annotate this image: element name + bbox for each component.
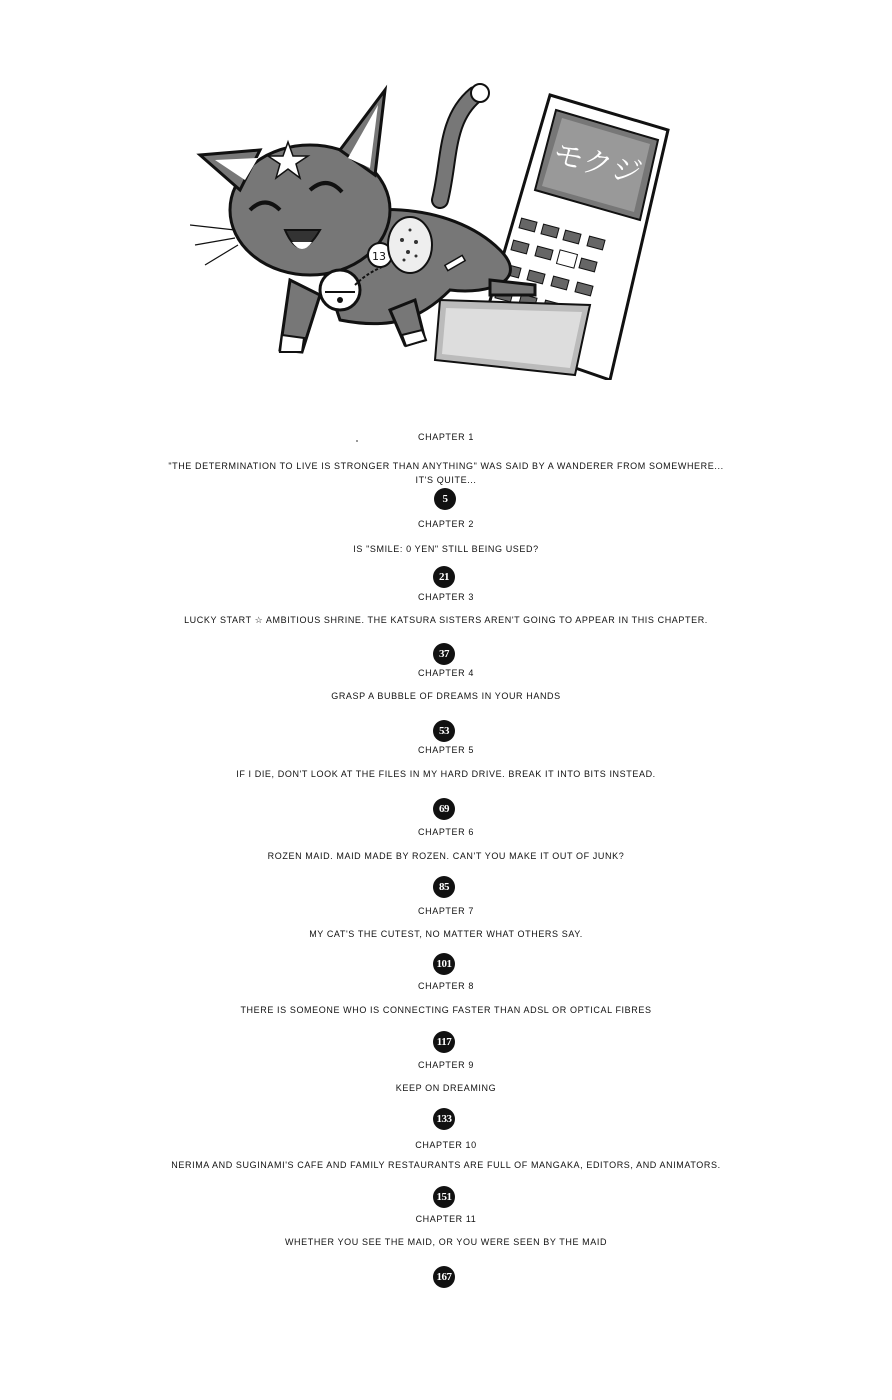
chapter-title: LUCKY START ☆ AMBITIOUS SHRINE. THE KATSURA SISTERS AREN'T GOING TO APPEAR IN THIS CHAPTER.	[184, 615, 708, 625]
chapter-title-continued: IT'S QUITE...	[415, 475, 477, 485]
page-number-badge: 69	[433, 798, 455, 820]
page-number-badge: 37	[433, 643, 455, 665]
phone-screen-text: モクジ	[549, 136, 646, 193]
chapter-label: CHAPTER 8	[418, 981, 474, 991]
collar-tag-number: 13	[372, 250, 386, 263]
page-number-badge: 21	[433, 566, 455, 588]
chapter-label: CHAPTER 7	[418, 906, 474, 916]
chapter-label: CHAPTER 1	[418, 432, 474, 442]
chapter-label: CHAPTER 10	[415, 1140, 477, 1150]
chapter-title: WHETHER YOU SEE THE MAID, OR YOU WERE SEEN BY THE MAID	[284, 1237, 608, 1247]
page-number-badge: 5	[434, 488, 456, 510]
chapter-title: THERE IS SOMEONE WHO IS CONNECTING FASTER THAN ADSL OR OPTICAL FIBRES	[240, 1005, 652, 1015]
chapter-label: CHAPTER 2	[418, 519, 474, 529]
chapter-title: NERIMA AND SUGINAMI'S CAFE AND FAMILY RESTAURANTS ARE FULL OF MANGAKA, EDITORS, AND ANIMATORS.	[171, 1160, 721, 1170]
chapter-label: CHAPTER 3	[418, 592, 474, 602]
chapter-title: IS "SMILE: 0 YEN" STILL BEING USED?	[353, 544, 539, 554]
page-number-badge: 85	[433, 876, 455, 898]
chapter-title: ROZEN MAID. MAID MADE BY ROZEN. CAN'T YOU MAKE IT OUT OF JUNK?	[267, 851, 625, 861]
chapter-title: KEEP ON DREAMING	[395, 1083, 497, 1093]
page-number-badge: 133	[433, 1108, 455, 1130]
chapter-label: CHAPTER 9	[418, 1060, 474, 1070]
chapter-label: CHAPTER 6	[418, 827, 474, 837]
chapter-title: GRASP A BUBBLE OF DREAMS IN YOUR HANDS	[331, 691, 561, 701]
chapter-title: MY CAT'S THE CUTEST, NO MATTER WHAT OTHERS SAY.	[309, 929, 583, 939]
chapter-title: IF I DIE, DON'T LOOK AT THE FILES IN MY HARD DRIVE. BREAK IT INTO BITS INSTEAD.	[236, 769, 656, 779]
page-number-badge: 167	[433, 1266, 455, 1288]
page-number-badge: 117	[433, 1031, 455, 1053]
page-number-badge: 151	[433, 1186, 455, 1208]
chapter-title: "THE DETERMINATION TO LIVE IS STRONGER THAN ANYTHING" WAS SAID BY A WANDERER FROM SOMEWHERE...	[168, 461, 724, 471]
page-number-badge: 101	[433, 953, 455, 975]
chapter-label: CHAPTER 5	[418, 745, 474, 755]
chapter-label: CHAPTER 4	[418, 668, 474, 678]
chapter-label: CHAPTER 11	[415, 1214, 477, 1224]
page-number-badge: 53	[433, 720, 455, 742]
